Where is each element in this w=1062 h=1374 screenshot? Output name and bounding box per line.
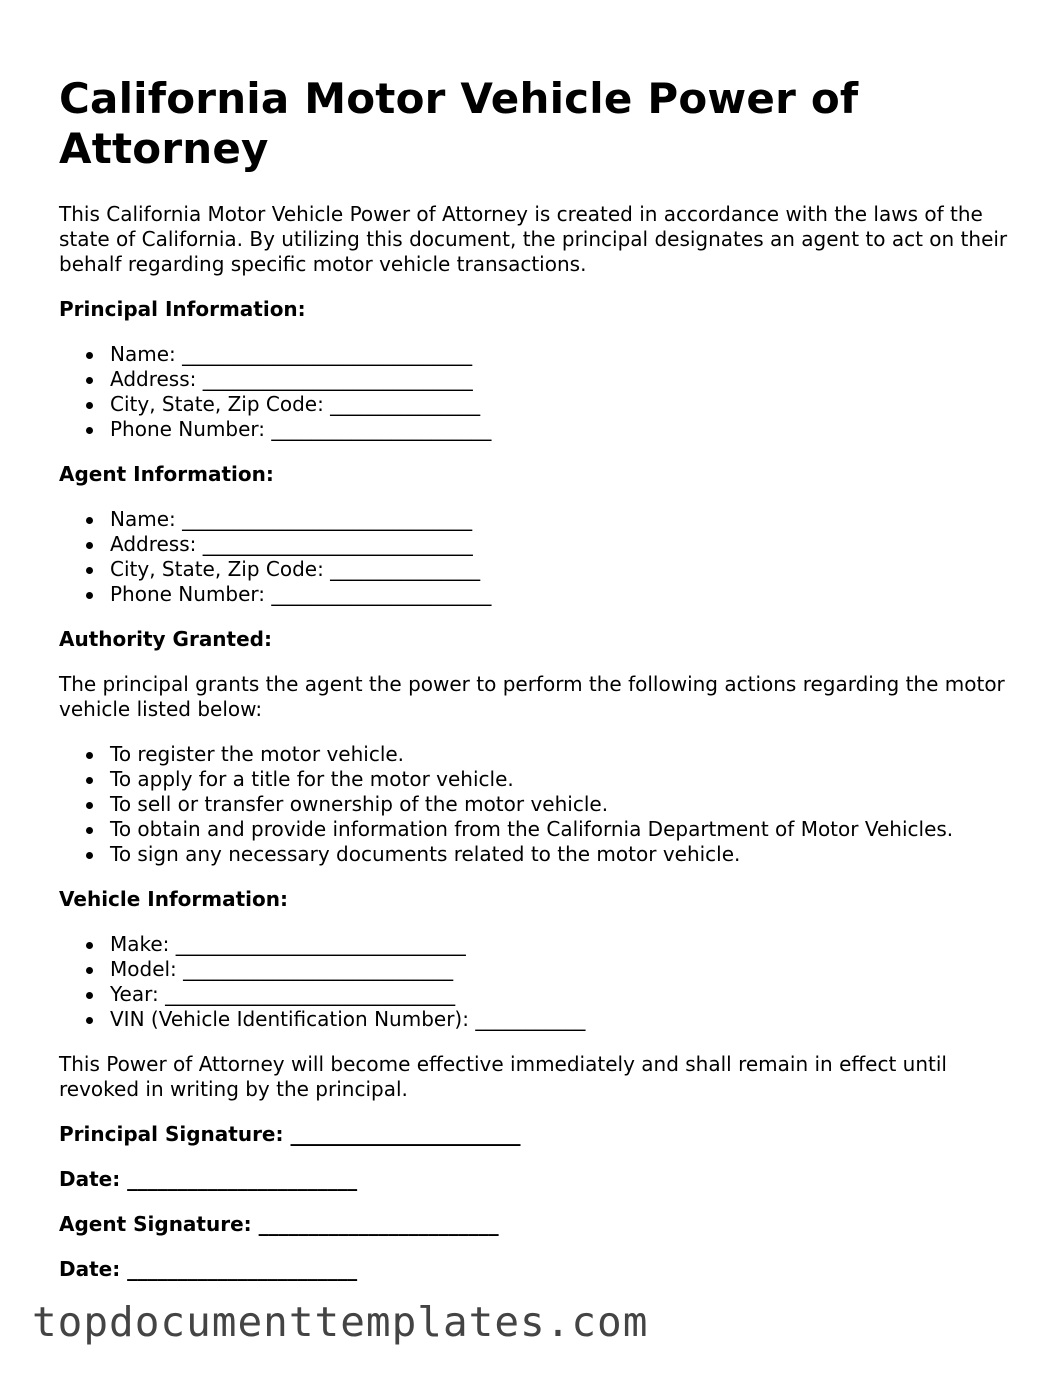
agent-signature-line: Agent Signature: ________________________ xyxy=(59,1212,499,1236)
authority-item: To register the motor vehicle. xyxy=(110,742,1009,767)
agent-city-field: City, State, Zip Code: _______________ xyxy=(110,557,1009,582)
authority-paragraph: The principal grants the agent the power to perform the following actions regarding the motor vehicle listed below: xyxy=(59,672,1005,721)
authority-heading: Authority Granted: xyxy=(59,627,272,651)
vehicle-info-list xyxy=(59,932,1009,1032)
effective-paragraph: This Power of Attorney will become effective immediately and shall remain in effect until revoked in writing by the principal. xyxy=(59,1052,947,1101)
principal-city-field: City, State, Zip Code: _______________ xyxy=(110,392,1009,417)
vehicle-make-field: Make: _____________________________ xyxy=(110,932,1009,957)
authority-item: To sign any necessary documents related to the motor vehicle. xyxy=(110,842,1009,867)
intro-paragraph: This California Motor Vehicle Power of Attorney is created in accordance with the laws of the state of California. By utilizing this document, the principal designates an agent to act on their behalf regarding specific motor vehicle transactions. xyxy=(59,202,1008,276)
vehicle-model-field: Model: ___________________________ xyxy=(110,957,1009,982)
watermark: topdocumenttemplates.com xyxy=(32,1298,649,1346)
agent-address-field: Address: ___________________________ xyxy=(110,532,1009,557)
agent-heading: Agent Information: xyxy=(59,462,274,486)
authority-list xyxy=(59,742,1009,867)
principal-info-list xyxy=(59,342,1009,442)
principal-phone-field: Phone Number: ______________________ xyxy=(110,417,1009,442)
document-title: California Motor Vehicle Power of Attorney xyxy=(59,74,859,173)
authority-item: To sell or transfer ownership of the motor vehicle. xyxy=(110,792,1009,817)
agent-date-line: Date: _______________________ xyxy=(59,1257,358,1281)
vehicle-vin-field: VIN (Vehicle Identification Number): ___________ xyxy=(110,1007,1009,1032)
authority-item: To apply for a title for the motor vehicle. xyxy=(110,767,1009,792)
agent-info-list xyxy=(59,507,1009,607)
principal-heading: Principal Information: xyxy=(59,297,306,321)
principal-date-line: Date: _______________________ xyxy=(59,1167,358,1191)
vehicle-year-field: Year: _____________________________ xyxy=(110,982,1009,1007)
agent-name-field: Name: _____________________________ xyxy=(110,507,1009,532)
vehicle-heading: Vehicle Information: xyxy=(59,887,288,911)
principal-name-field: Name: _____________________________ xyxy=(110,342,1009,367)
agent-phone-field: Phone Number: ______________________ xyxy=(110,582,1009,607)
authority-item: To obtain and provide information from the California Department of Motor Vehicles. xyxy=(110,817,1009,842)
document-page xyxy=(59,74,1009,1302)
principal-signature-line: Principal Signature: _______________________ xyxy=(59,1122,521,1146)
principal-address-field: Address: ___________________________ xyxy=(110,367,1009,392)
